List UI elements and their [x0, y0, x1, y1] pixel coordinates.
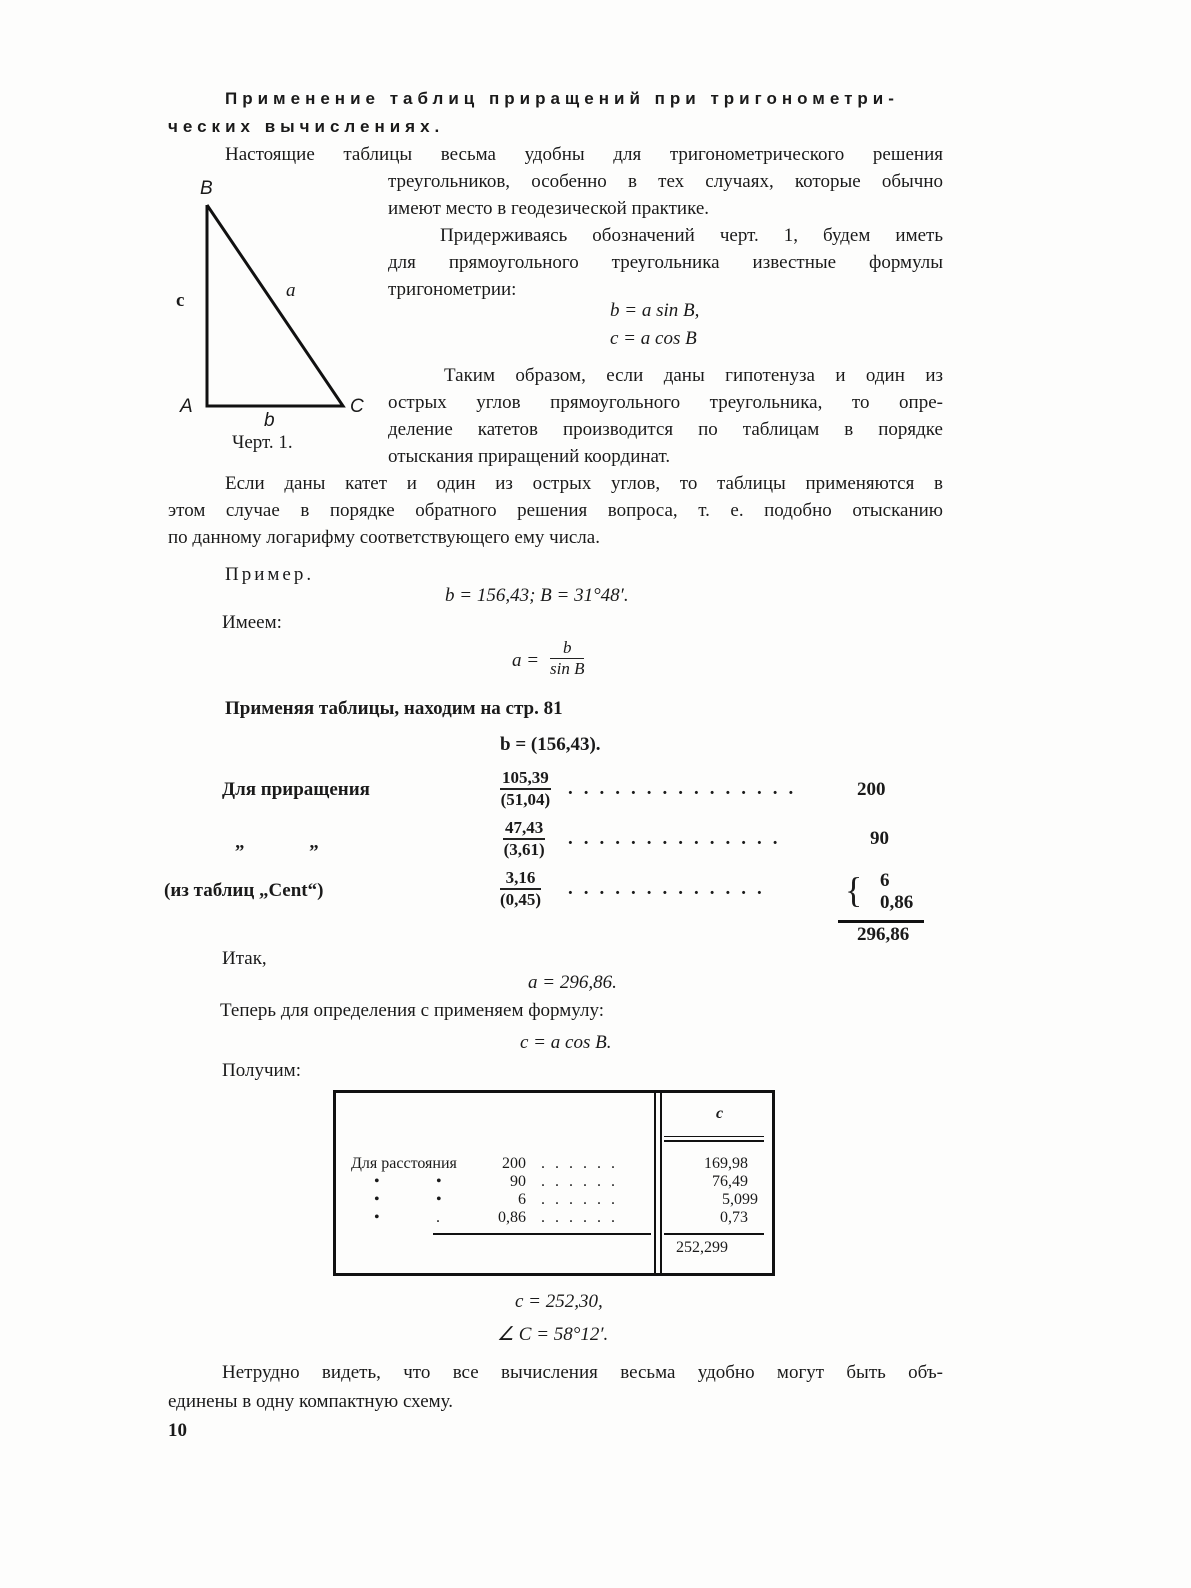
table-distance: 0,86: [498, 1209, 526, 1226]
row-3-value-a: 6: [880, 870, 890, 891]
paragraph-3-line-1: Таким образом, если даны гипотенуза и один из: [444, 365, 943, 386]
side-label-c: c: [176, 290, 185, 311]
now-text: Теперь для определения c применяем формулу:: [220, 1000, 604, 1021]
side-label-b: b: [264, 410, 275, 431]
table-distance: 90: [510, 1173, 526, 1190]
fraction-denominator: (51,04): [500, 790, 551, 809]
paragraph-2-line-1: Придерживаясь обозначений черт. 1, будем иметь: [440, 225, 943, 246]
example-given: b = 156,43; B = 31°48′.: [445, 585, 629, 606]
formula-c: c = a cos B: [610, 328, 697, 349]
paragraph-1-line-1: Настоящие таблицы весьма удобны для тригонометрического решения: [225, 144, 943, 165]
ditto-marks: • • .: [436, 1173, 442, 1226]
table-value: 76,49: [712, 1173, 748, 1190]
vertex-label-b: B: [200, 178, 213, 199]
page-number: 10: [168, 1420, 187, 1441]
paragraph-2-line-2: для прямоугольного треугольника известные формулы: [388, 252, 943, 273]
applying-text: Применяя таблицы, находим на стр. 81: [225, 698, 563, 719]
leader-dots: ..............: [568, 828, 789, 849]
vertex-label-c: C: [350, 396, 364, 417]
heading-line-2: ческих вычислениях.: [168, 117, 445, 136]
paragraph-1-line-3: имеют место в геодезической практике.: [388, 198, 710, 219]
row-3-label: (из таблиц „Cent“): [164, 880, 324, 901]
vertex-label-a: A: [180, 396, 193, 417]
row-3-fraction: [500, 868, 541, 910]
side-label-a: a: [286, 280, 296, 301]
fraction-denominator: (3,61): [503, 840, 545, 859]
paragraph-4-line-3: по данному логарифму соответствующего ему числа.: [168, 527, 600, 548]
b-parenthesized: b = (156,43).: [500, 734, 601, 755]
paragraph-3-line-4: отыскания приращений координат.: [388, 446, 671, 467]
a-result: a = 296,86.: [528, 972, 617, 993]
fraction-denominator: (0,45): [500, 890, 542, 909]
fraction-numerator: 3,16: [500, 868, 541, 890]
paragraph-4-line-2: этом случае в порядке обратного решения вопроса, т. е. подобно отысканию: [168, 500, 943, 521]
fraction-numerator: 105,39: [500, 768, 551, 790]
table-value: 5,099: [722, 1191, 758, 1208]
example-have: Имеем:: [222, 612, 282, 633]
table-total: 252,299: [676, 1239, 728, 1256]
c-result: c = 252,30,: [515, 1291, 603, 1312]
table-row-label: Для расстояния: [351, 1155, 457, 1172]
paragraph-4-line-1: Если даны катет и один из острых углов, то таблицы применяются в: [225, 473, 943, 494]
paragraph-3-line-2: острых углов прямоугольного треугольника, то опре-: [388, 392, 943, 413]
heading-line-1: Применение таблиц приращений при тригонометри-: [225, 89, 899, 108]
formula-b: b = a sin B,: [610, 300, 700, 321]
paragraph-3-line-3: деление катетов производится по таблицам в порядке: [388, 419, 943, 440]
ditto-marks: • • •: [374, 1173, 380, 1226]
table-value: 0,73: [720, 1209, 748, 1226]
closing-line-2: единены в одну компактную схему.: [168, 1391, 453, 1412]
leader-dots: ...............: [568, 778, 805, 799]
results-table: [333, 1090, 775, 1276]
table-distance: 200: [502, 1155, 526, 1172]
angle-result: ∠ C = 58°12′.: [497, 1324, 609, 1345]
fraction-numerator: b: [550, 638, 584, 659]
brace-icon: {: [845, 870, 863, 910]
closing-line-1: Нетрудно видеть, что все вычисления весьма удобно могут быть объ-: [222, 1362, 943, 1383]
table-distance: 6: [518, 1191, 526, 1208]
table-header-c: c: [716, 1105, 724, 1122]
row-2-label: „ „: [235, 832, 319, 853]
example-label: Пример.: [225, 564, 315, 585]
row-1-label: Для приращения: [222, 779, 370, 800]
fraction-numerator: 47,43: [503, 818, 545, 840]
triangle-shape: [207, 205, 343, 406]
fraction-denominator: sin B: [550, 659, 585, 678]
sum-value: 296,86: [857, 924, 910, 945]
paragraph-2-line-3: тригонометрии:: [388, 279, 517, 300]
leader-dots: ...... ...... ...... ......: [541, 1155, 625, 1226]
table-value: 169,98: [704, 1155, 748, 1172]
paragraph-1-line-2: треугольников, особенно в тех случаях, которые обычно: [388, 171, 943, 192]
row-1-value: 200: [857, 779, 886, 800]
get-text: Получим:: [222, 1060, 301, 1081]
figure-caption: Черт. 1.: [232, 432, 293, 453]
c-formula: c = a cos B.: [520, 1032, 612, 1053]
row-1-fraction: [500, 768, 551, 810]
row-2-value: 90: [870, 828, 889, 849]
formula-a-fraction: [550, 638, 584, 679]
row-3-value-b: 0,86: [880, 892, 914, 913]
sum-rule: [838, 920, 924, 923]
row-2-fraction: [503, 818, 545, 860]
leader-dots: .............: [568, 878, 773, 899]
formula-a-lhs: a =: [512, 650, 540, 671]
so-text: Итак,: [222, 948, 267, 969]
